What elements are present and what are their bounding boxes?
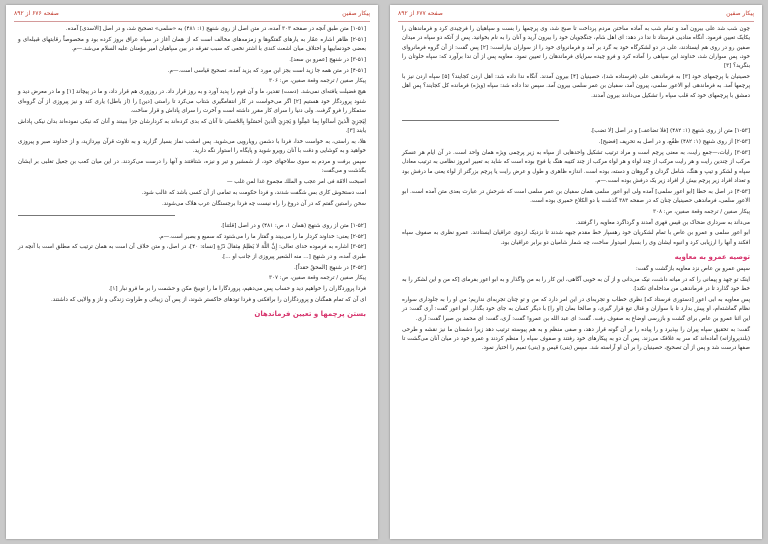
- left-paragraph: فردا پروردگاران را خواهیم دید و حساب پس می‌دهیم، پروردگارا ما را توبیخ مکن و حشمت را بر ما فرو نبار [۱].: [108, 286, 366, 293]
- right-section-heading: توصیه عمرو به معاویه: [674, 252, 750, 261]
- right-paragraph: گفت: به تحقیق سپاه پیران را بپذیرد و را پیاده را بر آن گونه قرار دهد، و صفی منظم و به هم پیوسته ترتیب دهد زیرا دشمنان ما نیز نقشه و طرحی (بلندپروازانه) آماده‌اند که سر به غلافک می‌زند. پس آن دو به پیکارهای خود رفتند و صفوف سپاه را منظم کردند و عمرو خود در میان آنان می‌گشت تا صفها درست شد و پس از آن تصحیح، حصینیان را بر آن او آراسته شد. سپس (بنی) قیس و (بنی) تمیم را اختیار نمود.: [402, 326, 750, 352]
- right-paragraph: پس معاویه به ابی اعور [دستوری فرستاد که] نظری خطاب و تجربه‌ای در این امر دارد که من و تو چنان تجربه‌ای نداریم؛ من او را به جلوداری سواره نظام گماشته‌ام، او پیش بدارد تا با سواران و قتال تیغ قرار گیری، و صالحا بمان [او را] با دیگر کسان به جای خود بگذار. ابو اعور گفت: آری گفت: در این اثنا عمرو بن عاص برای گشت و بازرسی اوضاع به صفوف رفت. گفت: ای عبد الله بن عمرو! گفت: آری، گفت: ای محمد بن صبرا گفت: آری.: [402, 297, 750, 322]
- left-header-rule: [14, 21, 370, 22]
- left-verse: اصبحت الامّة فی امر عجب و الملك مجموع غدا لمن غلب —: [226, 178, 366, 185]
- left-header-book: پیکار صفین: [342, 9, 370, 17]
- left-header-page-label: صفحه ۶۷۶ از ۸۹۲: [14, 9, 59, 17]
- left-footnote: [۲-۵۲] یعنی: خداوند کردار ما را می‌بیند و گفتار ما را می‌شنود که سمیع و بصیر است.—م.: [158, 233, 366, 240]
- right-page: [390, 5, 762, 539]
- left-page-header: [6, 5, 378, 21]
- left-paragraph: هلا، به راستی، به خواست خدا، فردا با دشمن رویارویی می‌شوید. پس امشب نماز بسیار گزارید و به تلاوت قرآن بپردازید، و از خداوند صبر و پیروزی خواهید و به کوشایی و دقت با آنان رویرو شوید و پایگاه را استوار نگه دارید.: [18, 138, 366, 155]
- right-paragraph: سپس عمرو بن عاص نزد معاویه بازگشت و گفت:: [635, 266, 750, 273]
- left-footnote: [۳-۵۲] اشاره به فرموده خدای تعالی: إِنَّ اللَّهَ لا يَظلِمُ مِثقالَ ذَرّةٍ [نساء: ۴۰]، در اصل، و متن خلاف آن است به همان ترتیب که مطلق است با آنچه در طبری آمده، و در شنهج [... منه الشعیر پیروزی از جانب او ...].: [18, 244, 367, 260]
- left-paragraph: سپس برفت و مردم به سوی سلاحهای خود، از شمشیر و تیر و نیزه، شتافتند و آنها را درست می‌کردند. در این میان کعب بن جعیل تغلبی بر ایشان بگذشت و می‌گفت:: [18, 158, 366, 175]
- right-page-header: [390, 5, 762, 21]
- right-paragraph: چون شب شد علی بیرون آمد و تمام شب به آماده ساختن مردم پرداخت تا صبح شد، وی پرچمها را بست و سپاهیان را فرچیدی کرد و فرماندهان را یکایک تعیین فرمود. آنگاه منادیی فرستاد تا ندا در دهد: ای اهل شام، جنگجویان خود را بیرون آرید و آنان را به نام بخوانید. پس از آنکه دو سپاه در میدان صفین رو در روی هم ایستادند، علی در دو لشکرگاه خود به گرد بر آمد و فرمانروای خود را از سواران بیاراست: [۲] پس گفت: از آن گروه فرمانروای خود، پس سواران شد، خداوند این سپاهی را آماده کرد و فرو چیده سرایای فرماندهان را تعیین نمود. معاویه پس از آن ندا برآورد که: سپاه خلوتان را بنگرید؟ [۳]: [402, 26, 750, 70]
- right-paragraph: حصینیان با پرچمهای خود [۳] به فرماندهی علی (فرستاده شد)، حصینیان [۴] بیرون آمدند. آنگاه ندا داده شد: اهل اردن کجایند؟ [۵] سپاه اردن نیز با پرچمها آمد. به فرماندهی ابو الاعور سلمی، پیرون آمد، سفیان بن عمر سلمی بیرون آمد. سپس ندا داده شد: سپاه (ویژه) فرمانده کل کجایند؟ پس اهل دمشق با پرچمهای خود که قلب سپاه را تشکیل می‌دادند بیرون آمدند.: [402, 73, 750, 99]
- left-page-reference: پیکار صفین / ترجمه وقعة صفین، ص: ۳۰۷: [269, 275, 366, 282]
- left-paragraph: [۳-۵۱] در شنهج [عمرو بن سعد].: [289, 56, 366, 63]
- right-page-reference: پیکار صفین / ترجمه وقعة صفین، ص: ۳۰۸: [653, 208, 750, 215]
- right-footnote: [۲-۵۳] از روی شنهج (۱: ۴۸۲) ظفّع، و در اصل به تحریف [فضیح].: [598, 139, 750, 146]
- right-header-book: پیکار صفین: [726, 9, 754, 17]
- left-paragraph: [۲-۵۱] ظاهر اشاره عمّار به یارهای گفتگوها و زمزمه‌های مخالف است که از همان آغاز در سپاه عراق بروز کرده بود و مخصوصاً رقابتهای قبیله‌ای و بعضی خودنماییها و اختلاف میان اشعث کندی با اشتر نخعی که سبب تفرقه در بین سپاهیان امیر مؤمنان علیه السلام می‌شد.—م.: [18, 36, 366, 53]
- right-footnote: [۳-۵۳] رایات،—جمع رایت، به معنی پرچم است و مراد ترتیب تشکیل واحدهایی از سپاه به زیر پرچمی ویژه همان واحد است. در آن ایام هر عسکر مرکب از چندین رایت و هر رایت مرکب از چند لواء و هر لواء مرکب از چند کتیبه هنگ یا فوج بوده است که شاید به تعبیر امروز نظامی به ترتیب معادل سپاه و لشکر و تیپ و هنگ، شامل گردان و گروهان و دسته، بوده است. اندازه ظاهری و طول و عرض رایت یا پرچم بزرگتر از لواء یعنی ما درفش بود و تعداد افراد زیر پرچم بیش از افراد زیر یک درفش بوده است.—م.: [402, 149, 750, 184]
- left-page-reference: پیکار صفین / ترجمه وقعة صفین، ص: ۳۰۶: [269, 78, 366, 85]
- left-section-heading: بستن پرچمها و تعیین فرماندهان: [254, 310, 366, 319]
- left-paragraph: سخن راستین گفتم که در آن دروغ را راه نیست چه فردا برجستگان عرب هلاک می‌شوند.: [161, 200, 366, 207]
- left-paragraph: [۴-۵۱] در متن همه جا زید است بجز این مورد که یزید آمده، تصحیح قیاسی است.—م.: [167, 67, 366, 74]
- left-footnote-separator: [18, 215, 175, 216]
- left-paragraph: هیچ فضیلت یافته‌ای نمی‌شد. (دست) تقدیر، ما و آن قوم را پدید آورد و به روز قرار داد. در روزوری هم قرار داد، و ما در پیچاند [۱] و ما در معرض دید و شنود پروردگار خود هستیم [۲] اگر می‌خواست در کار انتقامگیری شتاب می‌کرد تا راستی [دین] را (از باطل) یاری کند و نیز پیروزی از آن گروه‌ای ستمکار را فرو گرفت. ولی دنیا را سرای کار مقرر داشته است و آخرت را سرای پاداش و قرار ساخت.: [18, 89, 366, 114]
- left-paragraph: [۱-۵۱] متن طبق آنچه در صفحه ۳۰۳ آمده، در متن اصل از روی شنهج (۱: ۴۸۱) به «سلمی» تصحیح شد، و در اصل [الاسدی] آمده.: [65, 26, 366, 32]
- right-paragraph: می‌داند به سرداری ضحاک بن قیس فهری آمدند و گرداگرد معاویه را گرفتند.: [575, 219, 750, 226]
- left-paragraph: امت دستخوش کاری بس شگفت شدند، و فردا حکومت به تمامی از آن کسی باشد که غالب شود.: [141, 189, 366, 196]
- right-header-rule: [398, 21, 754, 22]
- left-page: [6, 5, 378, 539]
- right-paragraph: ابو اعور سلمی و عمرو بن عاص با تمام لشکریان خود رهسپار خط مقدم جبهه شدند تا نزدیک اردوی عراقیان ایستادند. عمرو نظری به صفوف سپاه افکند و آنها را ارزیابی کرد و انبوه ایشان وی را بسیار امیدوار ساخت، چه شمار شامیان دو برابر عراقیان بود.: [402, 230, 750, 246]
- left-paragraph: ای آن که تمام همگنان و پروردگاران را برافکنی و فردا تودهای خاکستر شوند، از پس آن زیبائی و طراوت زندگی و ناز و والایی که داشتند.: [51, 296, 366, 303]
- left-page-body: [18, 25, 366, 533]
- left-footnote: [۴-۵۲] در شنهج [المحقّ حقداً].: [294, 264, 366, 271]
- right-page-body: [402, 25, 750, 533]
- right-footnote-separator: [402, 120, 559, 121]
- right-spacer: [402, 102, 750, 114]
- right-footnote: [۱-۵۳] متن از روی شنهج (۱: ۴۸۲) [فلا تضاعف] و در اصل [لا تضب].: [590, 128, 750, 135]
- right-header-page-label: صفحه ۶۷۷ از ۸۹۲: [398, 9, 443, 17]
- right-footnote: [۴-۵۳] در اصل به خطا [ابو اعور سلمی] آمده ولی ابو اعور سلمی همان سفیان بن عمر سلمی است که شرحش در عبارت بعدی متن آمده است. ابو الاعور سلمی، فرماندهی حصینیان چنان که در صفحه ۳۸۳ گذشت با دو الکلاع حمیری بوده است.: [402, 188, 750, 204]
- left-footnote: [۱-۵۲] متن از روی شنهج (همان ۱، ص: ۴۸۱) و در اصل [قلتنا].: [220, 222, 366, 229]
- right-paragraph: اینک تو جهد و پیمانی را که در میانه داشت، نیک می‌دانی و از آن به خوبی آگاهی، این کار را به من واگذار و به ابو اعور بفرمای [که من و این لشکر را به خط خود گذارد تا در فرماندهی من مداخله‌ای نکند].: [402, 277, 750, 293]
- left-paragraph: لِيَجزِيَ الّذينَ أساءُوا بِما عَمِلُوا وَ يَجزِيَ الّذينَ أحسَنُوا بِالحُسنَى تا آنان که بدی کرده‌اند به کردارشان جزا ببینند و آنان که نیکی نموده‌اند بدان نیکی پاداش یابند [۳].: [18, 118, 366, 134]
